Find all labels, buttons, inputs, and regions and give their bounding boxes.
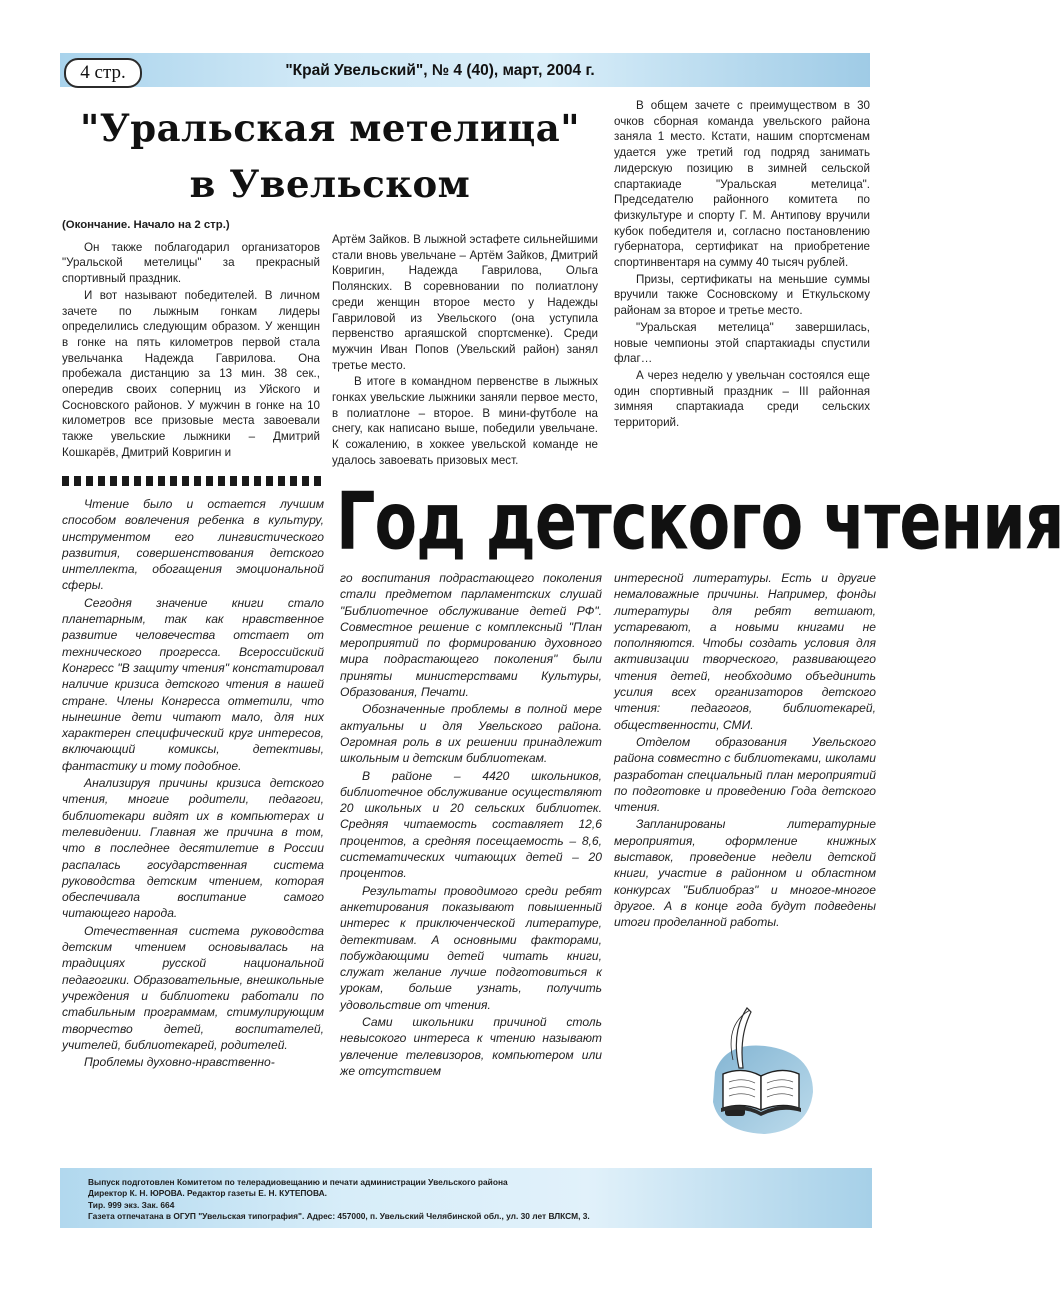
paragraph: Обозначенные проблемы в полной мере актуальны и для Увельского района. Огромная роль в их решении принадлежит школьным и детским библиотекам. [340, 702, 602, 766]
paragraph: интересной литературы. Есть и другие немаловажные причины. Например, фонды литературы для ребят ветшают, устаревают, а новыми книгами не пополняются. Чтобы создать условия для активизации творческого, развивающего чтения детей, необходимо объединить усилия всех организаторов детского чтения: педагогов, библиотекарей, общественности, СМИ. [614, 571, 876, 732]
paragraph: А через неделю у увельчан состоялся еще один спортивный праздник – III районная зимняя спартакиада среди сельских территорий. [614, 368, 870, 430]
article2-column-3 [614, 570, 876, 931]
imprint-line: Тир. 999 экз. Зак. 664 [88, 1199, 175, 1210]
paragraph: "Уральская метелица" завершилась, новые чемпионы этой спартакиады спустили флаг… [614, 320, 870, 366]
book-quill-inkwell-icon [695, 1002, 823, 1142]
paragraph: Результаты проводимого среди ребят анкетирования показывают повышенный интерес к приключенческой литературе, детективам. А основными факторами, побуждающими детей читать книги, служат желание лучше подготовиться к урокам, больше узнать, получить удовольствие от чтения. [340, 883, 602, 1012]
continuation-note: (Окончание. Начало на 2 стр.) [62, 219, 230, 231]
paragraph: Он также поблагодарил организаторов "Уральской метелицы" за прекрасный спортивный праздник. [62, 240, 320, 286]
paragraph: Отделом образования Увельского района совместно с библиотеками, школами разработан специальный план мероприятий по подготовке и проведению Года детского чтения. [614, 734, 876, 815]
article1-column-1 [62, 218, 320, 461]
article1-title-line2: в Увельском [189, 162, 471, 206]
article2-column-2 [340, 570, 602, 1079]
article2-headline: Год детского чтения [336, 474, 1063, 568]
paragraph: Чтение было и остается лучшим способом вовлечения ребенка в культуру, инструментом его лингвистического развития, совершенствования детского интеллекта, обогащения эмоциональной сферы. [62, 497, 324, 593]
paragraph: В районе – 4420 школьников, библиотечное обслуживание осуществляют 20 школьных и 20 сельских библиотек. Средняя читаемость составляет 12,6 процентов, а средняя посещаемость – 8,6, систематических читающих детей – 20 процентов. [340, 768, 602, 881]
article1-title-line1: "Уральская метелица" [79, 106, 581, 150]
article2-column-1 [62, 496, 324, 1070]
page-number-badge: 4 стр. [64, 58, 142, 88]
paragraph: Артём Зайков. В лыжной эстафете сильнейшими стали вновь увельчане – Артём Зайков, Дмитрий Ковригин, Надежда Гаврилова, Ольга Полянских. В соревновании по полиатлону среди женщин второе место у Надежды Гавриловой из Увельского (она уступила первенство аргаяшской спортсменке). Среди мужчин Иван Попов (Увельский район) занял третье место. [332, 233, 598, 372]
article1-column-2 [332, 232, 598, 469]
imprint-line: Газета отпечатана в ОГУП "Увельская типография". Адрес: 457000, п. Увельский Челябинской обл., ул. 30 лет ВЛКСМ, 3. [88, 1211, 590, 1222]
paragraph: Анализируя причины кризиса детского чтения, многие родители, педагоги, библиотекари видят их в компьютерах и телевидении. Главная же причина в том, что в последнее десятилетие в России распалась государственная система руководства детским чтением, которая обеспечивала воспитание самого читающего народа. [62, 776, 324, 921]
section-divider [62, 476, 326, 486]
paragraph: Сами школьники причиной столь невысокого интереса к чтению называют увлечение телевизоров, компьютером или же отсутствием [340, 1015, 602, 1078]
paragraph: го воспитания подрастающего поколения стали предметом парламентских слушай "Библиотечное обслуживание детей РФ". Совместное решение с комплексный "План мероприятий по формированию духовного мира подрастающего поколения" были приняты министерствами Культуры, Образования, Печати. [340, 571, 602, 700]
paragraph: Призы, сертификаты на меньшие суммы вручили также Сосновскому и Еткульскому районам за второе и третье место. [614, 272, 870, 318]
imprint-line: Выпуск подготовлен Комитетом по телерадиовещанию и печати администрации Увельского района [88, 1177, 508, 1187]
imprint [88, 1177, 868, 1223]
paragraph: Отечественная система руководства детским чтением основывалась на традициях русской национальной педагогики. Образовательные, внешкольные учреждения и библиотеки работали по стабильным программам, стимулирующим творчество детей, воспитателей, учителей, библиотекарей, родителей. [62, 923, 324, 1052]
paragraph: И вот называют победителей. В личном зачете по лыжным гонкам лидеры определились следующим образом. У женщин в гонке на пять километров первой стала увельчанка Надежда Гаврилова. Она пробежала дистанцию за 13 мин. 38 сек., опередив своих соперниц из Уйского и Сосновского районов. У мужчин в гонке на 10 километров все призовые места завоевали также увельские лыжники – Дмитрий Кошкарёв, Дмитрий Ковригин и [62, 288, 320, 459]
article1-column-3 [614, 98, 870, 431]
paragraph: Проблемы духовно-нравственно- [84, 1055, 275, 1070]
paragraph: Запланированы литературные мероприятия, оформление книжных выставок, проведение недели детской книги, участие в районном и областном конкурсах "Библиобраз" и многое-многое другое. А в конце года будут подведены итоги проделанной работы. [614, 817, 876, 930]
paragraph: Сегодня значение книги стало планетарным, так как нравственное развитие человечества отстает от технического прогресса. Всероссийский Конгресс "В защиту чтения" констатировал наличие кризиса детского чтения в нашей стране. Члены Конгресса отметили, что нынешние дети читают мало, для них характерен специфический круг интересов, включающий комиксы, детективы, фантастику и тому подобное. [62, 595, 324, 773]
imprint-line: Директор К. Н. ЮРОВА. Редактор газеты Е. Н. КУТЕПОВА. [88, 1188, 327, 1199]
newspaper-issue-title: "Край Увельский", № 4 (40), март, 2004 г. [285, 62, 595, 79]
paragraph: В общем зачете с преимуществом в 30 очков сборная команда увельского района заняла 1 место. Кстати, нашим спортсменам удается уже третий год подряд занимать лидерскую позицию в зимней сельской спартакиаде "Уральская метелица". Председателю районного комитета по физкультуре и спорту Г. М. Антипову вручили кубок победителя и, согласно постановлению губернатора, сертификат на приобретение спортинвентаря на сумму 40 тысяч рублей. [614, 99, 870, 270]
paragraph: В итоге в командном первенстве в лыжных гонках увельские лыжники заняли первое место, в полиатлоне – второе. В мини-футболе на снегу, как написано выше, победили увельчане. К сожалению, в хоккее увельской команде не удалось завоевать призовых мест. [332, 375, 598, 467]
